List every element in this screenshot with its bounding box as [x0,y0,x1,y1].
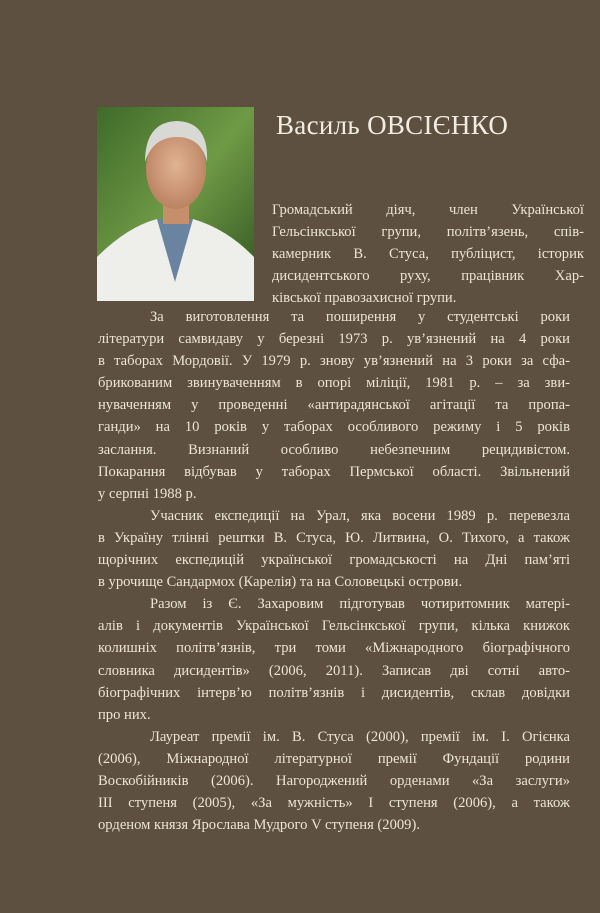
paragraph-line: Учасник експедиції на Урал, яка восени 1989 р. перевезла [150,507,570,524]
paragraph-line: в Україну тлінні рештки В. Стуса, Ю. Литвина, О. Тихого, а також [98,529,570,546]
paragraph-line: літератури самвидаву у березні 1973 р. ув’язнений на 4 роки [98,331,570,348]
biography-text [98,306,570,836]
paragraph-line: (2006), Міжнародної літературної премії Фундації родини [98,750,570,767]
paragraph-line: словника дисидентів» (2006, 2011). Записав дві сотні авто- [98,662,570,679]
summary-line: Гельсінкської групи, політв’язень, спів- [272,224,584,240]
paragraph-line: колишніх політв’язнів, три томи «Міжнародного біографічного [98,640,570,657]
paragraph-line: брикованим звинуваченням в опорі міліції, 1981 р. – за зви- [98,375,570,392]
summary-line: ківської правозахисної групи. [272,290,457,306]
paragraph-line: Покарання відбував у таборах Пермської області. Звільнений [98,463,570,480]
author-name: Василь ОВСІЄНКО [276,110,509,140]
paragraph-line: нуваченням у проведенні «антирадянської агітації та пропа- [98,397,570,414]
summary-line: дисидентського руху, працівник Хар- [272,268,584,284]
paragraph-line: За виготовлення та поширення у студентські роки [150,309,570,325]
author-summary [272,199,584,309]
paragraph [98,505,570,593]
summary-line: Громадський діяч, член Української [272,202,584,218]
paragraph-line: в таборах Мордовії. У 1979 р. знову ув’язнений на 3 роки за сфа- [98,353,570,370]
paragraph-line: Воскобійників (2006). Нагороджений орденами «За заслуги» [98,772,570,789]
paragraph [98,726,570,836]
paragraph [98,593,570,726]
paragraph-line: біографічних інтерв’ю політв’язнів і дисидентів, склав довідки [98,684,570,701]
paragraph-line: Лауреат премії ім. В. Стуса (2000), премії ім. І. Огієнка [150,728,570,745]
paragraph-line: в урочище Сандармох (Карелія) та на Соловецькі острови. [98,574,463,591]
paragraph-line: орденом князя Ярослава Мудрого V ступеня (2009). [98,817,420,834]
paragraph-line: про них. [98,706,151,723]
paragraph-line: заслання. Визнаний особливо небезпечним рецидивістом. [98,441,570,458]
paragraph-line: Разом із Є. Захаровим підготував чотиритомник матері- [150,596,570,613]
paragraph-line: ІІІ ступеня (2005), «За мужність» І ступеня (2006), а також [98,795,570,812]
paragraph-line: алів і документів Української Гельсінкської групи, кілька книжок [98,618,570,635]
paragraph-line: у серпні 1988 р. [98,485,197,502]
summary-line: камерник В. Стуса, публіцист, історик [272,246,584,262]
paragraph [98,306,570,505]
author-portrait [97,107,254,301]
paragraph-line: ганди» на 10 років у таборах особливого режиму і 5 років [98,419,570,436]
paragraph-line: щорічних експедицій української громадськості на Дні пам’яті [98,552,570,569]
